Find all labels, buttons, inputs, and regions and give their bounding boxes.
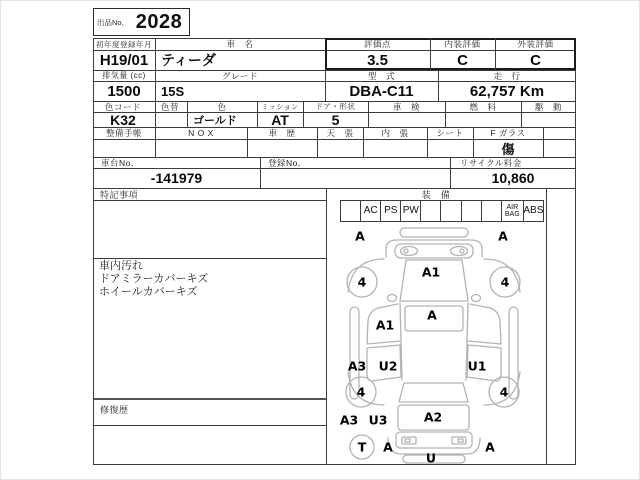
table-line bbox=[326, 188, 327, 465]
drive-label: 駆 動 bbox=[534, 101, 562, 112]
mirror-left bbox=[388, 295, 397, 302]
diagram-damage-label: A bbox=[383, 439, 393, 455]
diagram-damage-label: 4 bbox=[356, 384, 366, 400]
headliner-label: 天 張 bbox=[326, 128, 354, 138]
equipment-cell bbox=[341, 201, 361, 221]
first-registration-label: 初年度登録年月 bbox=[96, 39, 152, 49]
door-trim-label: 内 張 bbox=[381, 128, 409, 138]
table-line bbox=[155, 38, 156, 157]
recycle-fee-value: 10,860 bbox=[491, 170, 535, 186]
lot-number-label: 出品No． bbox=[97, 17, 130, 27]
table-line bbox=[543, 127, 544, 157]
headlight-panel bbox=[395, 244, 473, 258]
interior-grade-label: 内装評価 bbox=[444, 39, 481, 49]
equipment-label: 装 備 bbox=[421, 190, 451, 200]
mileage-value: 62,757 Km bbox=[469, 82, 545, 100]
fuel-label: 燃 料 bbox=[469, 101, 497, 112]
diagram-damage-label: T bbox=[357, 439, 367, 455]
lot-number-box bbox=[93, 8, 190, 36]
equipment-cell: PS bbox=[381, 201, 401, 221]
color-value: ゴールド bbox=[193, 114, 237, 127]
chassis-no-value: -141979 bbox=[150, 170, 203, 186]
diagram-damage-label: 4 bbox=[500, 274, 510, 290]
mileage-label: 走 行 bbox=[493, 70, 521, 81]
grade-label: グレード bbox=[221, 70, 258, 81]
rear-fender-left bbox=[348, 372, 384, 405]
color-change-label: 色替 bbox=[160, 101, 179, 112]
equipment-cell bbox=[421, 201, 441, 221]
special-note-line: ホイールカバーキズ bbox=[99, 286, 198, 298]
table-line bbox=[546, 188, 547, 465]
seat-label: シート bbox=[436, 128, 464, 138]
table-line bbox=[93, 464, 576, 465]
door-front-right bbox=[468, 304, 501, 344]
first-registration-value: H19/01 bbox=[99, 51, 149, 69]
diagram-damage-label: 4 bbox=[357, 274, 367, 290]
score-label: 評価点 bbox=[363, 39, 391, 49]
model-code-value: DBA-C11 bbox=[349, 82, 414, 100]
lot-number-value: 2028 bbox=[135, 10, 183, 33]
equipment-cell: PW bbox=[401, 201, 421, 221]
diagram-damage-label: A3 bbox=[347, 358, 367, 374]
diagram-damage-label: A2 bbox=[423, 409, 443, 425]
score-value: 3.5 bbox=[367, 51, 388, 69]
mission-label: ミッション bbox=[261, 103, 299, 111]
model-code-label: 型 式 bbox=[367, 70, 395, 81]
repair-history-label: 修復歴 bbox=[100, 404, 129, 415]
diagram-damage-label: A bbox=[485, 439, 495, 455]
diagram-damage-label: A1 bbox=[421, 264, 441, 280]
car-history-label: 車 歴 bbox=[268, 128, 296, 138]
front-hood-edge bbox=[386, 240, 482, 257]
table-line bbox=[93, 258, 326, 259]
front-bumper bbox=[400, 228, 468, 237]
color-code-value: K32 bbox=[110, 111, 136, 128]
exterior-grade-label: 外装評価 bbox=[517, 39, 554, 49]
table-line bbox=[93, 398, 326, 400]
diagram-damage-label: A bbox=[498, 228, 508, 244]
diagram-damage-label: U3 bbox=[368, 412, 388, 428]
grade-value: 15S bbox=[161, 83, 185, 99]
rear-panel bbox=[396, 432, 472, 448]
doors-value: 5 bbox=[331, 111, 340, 128]
car-name-value: ティーダ bbox=[161, 52, 216, 68]
displacement-label: 排気量 (cc) bbox=[102, 71, 146, 80]
equipment-cell bbox=[441, 201, 461, 221]
equipment-cell: ABS bbox=[523, 205, 543, 216]
color-label: 色 bbox=[217, 101, 227, 112]
front-glass-label: F ガラス bbox=[490, 128, 526, 138]
equipment-cell: AIR BAG bbox=[502, 201, 524, 221]
diagram-damage-label: U bbox=[425, 450, 437, 466]
diagram-damage-label: A1 bbox=[375, 317, 395, 333]
diagram-damage-label: U1 bbox=[467, 358, 487, 374]
chassis-no-label: 車台No． bbox=[101, 157, 140, 168]
special-notes-text bbox=[99, 260, 208, 299]
rear-glass bbox=[399, 383, 468, 402]
displacement-value: 1500 bbox=[107, 82, 141, 100]
nox-label: N O X bbox=[188, 128, 214, 138]
diagram-damage-label: A bbox=[427, 307, 437, 323]
equipment-cell bbox=[482, 201, 502, 221]
diagram-damage-label: 4 bbox=[499, 384, 509, 400]
color-code-label: 色コード bbox=[104, 101, 141, 112]
exterior-grade-value: C bbox=[530, 51, 541, 69]
mission-value: AT bbox=[271, 111, 289, 128]
special-note-line: 車内汚れ bbox=[99, 260, 143, 272]
car-name-label: 車 名 bbox=[226, 39, 254, 49]
interior-grade-value: C bbox=[457, 51, 468, 69]
equipment-cell: AC bbox=[361, 201, 381, 221]
inspection-label: 車 検 bbox=[392, 101, 420, 112]
special-note-line: ドアミラーカバーキズ bbox=[99, 273, 209, 285]
mirror-right bbox=[472, 295, 481, 302]
sill-right bbox=[509, 307, 518, 399]
equipment-row bbox=[340, 200, 544, 222]
recycle-fee-label: リサイクル料金 bbox=[460, 157, 522, 168]
service-book-label: 整備手帳 bbox=[105, 128, 142, 138]
diagram-damage-label: A3 bbox=[339, 412, 359, 428]
diagram-damage-label: U2 bbox=[378, 358, 398, 374]
diagram-damage-label: A bbox=[355, 228, 365, 244]
table-line bbox=[93, 425, 326, 426]
special-notes-label: 特記事項 bbox=[100, 190, 139, 200]
front-glass-value: 傷 bbox=[501, 141, 515, 157]
doors-label: ドア・形状 bbox=[315, 102, 356, 111]
registration-no-label: 登録No． bbox=[268, 157, 307, 168]
equipment-cell bbox=[462, 201, 482, 221]
